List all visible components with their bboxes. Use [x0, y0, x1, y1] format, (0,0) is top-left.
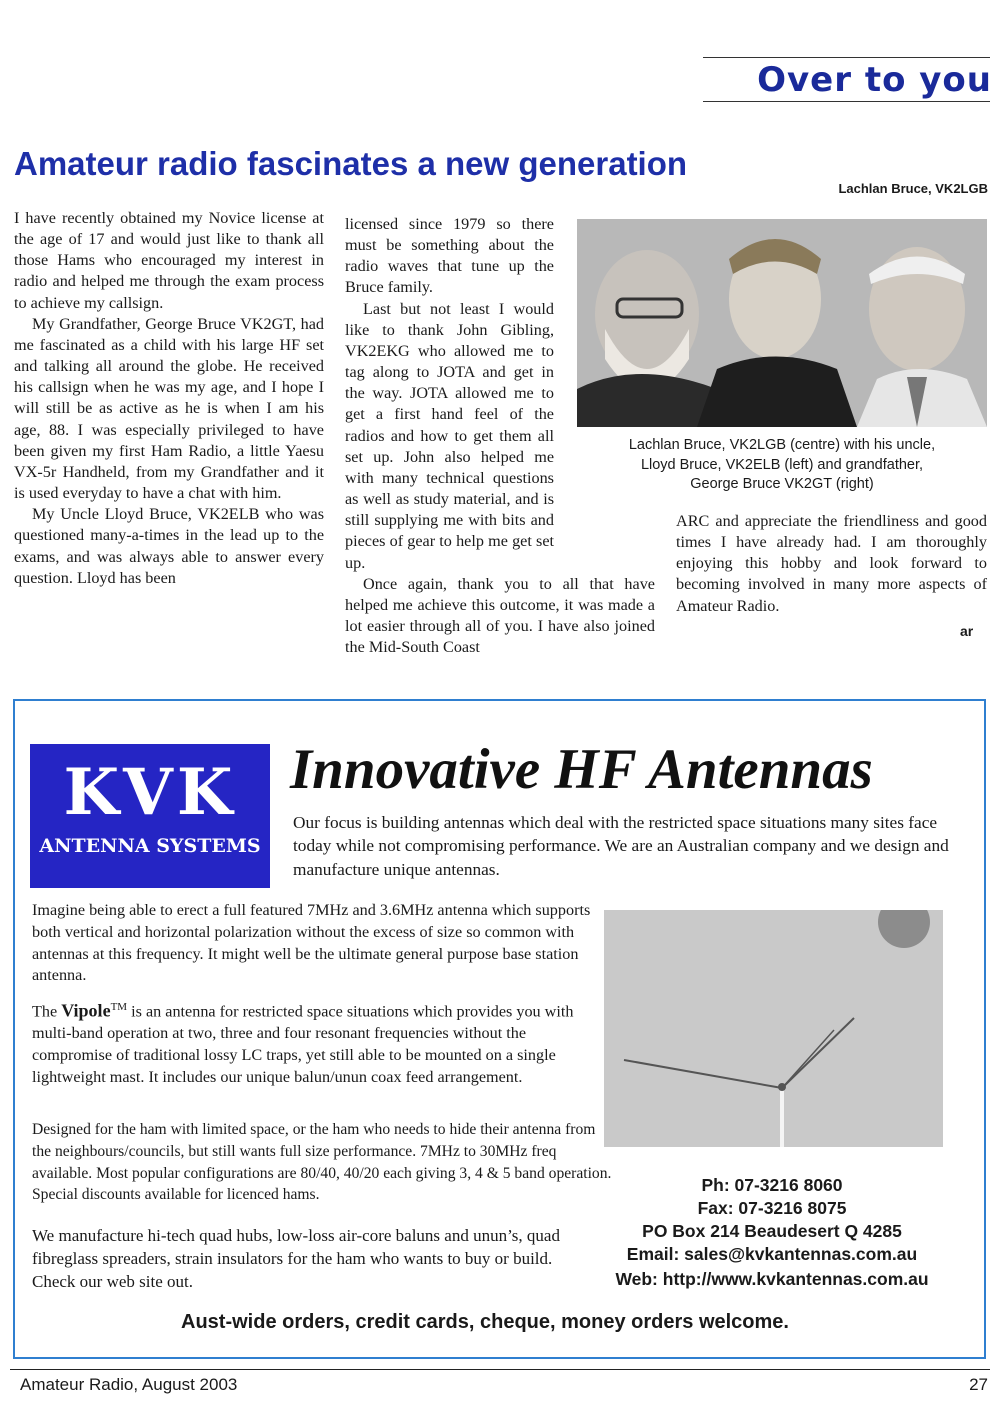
section-title: Over to you — [757, 60, 992, 100]
contact-web[interactable]: Web: http://www.kvkantennas.com.au — [615, 1269, 929, 1289]
article-column-2-lower — [345, 574, 655, 659]
article-photo — [577, 219, 987, 427]
contact-postal: PO Box 214 Beaudesert Q 4285 — [642, 1221, 902, 1241]
article-column-2-upper — [345, 214, 554, 574]
text: The — [32, 1002, 62, 1021]
ad-footer: Aust-wide orders, credit cards, cheque, money orders welcome. — [181, 1311, 789, 1333]
paragraph: Once again, thank you to all that have helped me achieve this outcome, it was made a lot easier through all of you. I have also joined the Mid-South Coast — [345, 575, 655, 657]
contact-phone: Ph: 07-3216 8060 — [701, 1175, 843, 1195]
ad-intro: Our focus is building antennas which deal with the restricted space situations many sites face today while not compromising performance. We are an Australian company and we design and manufacture unique antennas. — [293, 813, 949, 879]
article-column-3 — [676, 511, 987, 617]
text: is an antenna for restricted space situations which provides you with multi-band operation at two, three and four resonant frequencies without the compromise of traditional lossy LC traps, yet still able to be mounted on a single lightweight mast. It includes our unique balun/unun coax feed arrangement. — [32, 1002, 574, 1086]
logo-subtitle: ANTENNA SYSTEMS — [39, 835, 261, 857]
ad-title: Innovative HF Antennas — [290, 738, 873, 801]
antenna-photo — [604, 910, 943, 1147]
ad-paragraph: We manufacture hi-tech quad hubs, low-loss air-core baluns and unun’s, quad fibreglass spreaders, strain insulators for the ham who wants to buy or build. Check our web site out. — [32, 1226, 578, 1291]
caption-line: Lachlan Bruce, VK2LGB (centre) with his uncle, — [628, 437, 936, 453]
footer-rule — [10, 1369, 990, 1370]
paragraph: My Uncle Lloyd Bruce, VK2ELB who was questioned many-a-times in the lead up to the exams, and was always able to answer every question. Lloyd has been — [14, 505, 324, 587]
ad-paragraph: Imagine being able to erect a full featured 7MHz and 3.6MHz antenna which supports both vertical and horizontal polarization without the excess of size so common with antennas at this frequency. It might well be the ultimate general purpose base station antenna. — [32, 901, 591, 985]
photo-illustration — [577, 219, 987, 427]
paragraph: I have recently obtained my Novice license at the age of 17 and would just like to thank all those Hams who encouraged my interest in radio and helped me through the exam process to achieve my callsign. — [14, 209, 324, 312]
contact-fax: Fax: 07-3216 8075 — [697, 1198, 847, 1218]
paragraph: ARC and appreciate the friendliness and good times I have already had. I am thoroughly enjoying this hobby and look forward to becoming involved in many more aspects of Amateur Radio. — [676, 512, 987, 615]
vipole-brand: Vipole — [61, 1000, 111, 1021]
article-byline: Lachlan Bruce, VK2LGB — [838, 181, 988, 196]
ad-paragraph: Designed for the ham with limited space, or the ham who needs to hide their antenna from the neighbours/councils, but still wants full size performance. 7MHz to 30MHz freq available. Most popular configurations are 80/40, 40/20 each giving 3, 4 & 5 band operation. Special discounts available for licenced hams. — [32, 1121, 612, 1204]
article-headline: Amateur radio fascinates a new generation — [14, 145, 688, 182]
kvk-logo — [30, 744, 270, 888]
photo-caption — [577, 436, 987, 495]
caption-line: George Bruce VK2GT (right) — [690, 476, 874, 492]
antenna-illustration — [604, 910, 943, 1147]
article-end-mark: ar — [960, 623, 974, 639]
header-rule-top — [703, 57, 990, 58]
caption-line: Lloyd Bruce, VK2ELB (left) and grandfather, — [640, 456, 924, 473]
trademark: TM — [110, 1001, 128, 1013]
paragraph: My Grandfather, George Bruce VK2GT, had me fascinated as a child with his large HF set and talking all around the globe. He received his callsign when he was my age, and I hope I will still be as active as he is when I am his age, 88. I was especially privileged to have been given my first Ham Radio, a little Yaesu VX-5r Handheld, from my Grandfather and it is used everyday to have a chat with him. — [14, 314, 324, 503]
article-column-1 — [14, 208, 324, 589]
paragraph-text: Last but not least I would like to thank John Gibling, VK2EKG who allowed me to tag along to JOTA and get in the way. JOTA allowed me to get a first hand feel of the radios and how to get them all set up. John also helped me with many technical questions as well as study material, and is still supplying me with bits and pieces of gear to help me get set up. — [345, 299, 554, 572]
paragraph: licensed since 1979 so there must be something about the radio waves that tune up the Bruce family. — [345, 215, 554, 297]
contact-email[interactable]: Email: sales@kvkantennas.com.au — [626, 1244, 918, 1264]
ad-paragraph-vipole — [32, 997, 577, 1089]
paragraph — [345, 299, 554, 574]
page-number: 27 — [969, 1375, 988, 1394]
logo-wordmark: KVK — [63, 755, 237, 830]
header-rule-bottom — [703, 101, 990, 102]
publication-info: Amateur Radio, August 2003 — [20, 1375, 238, 1394]
